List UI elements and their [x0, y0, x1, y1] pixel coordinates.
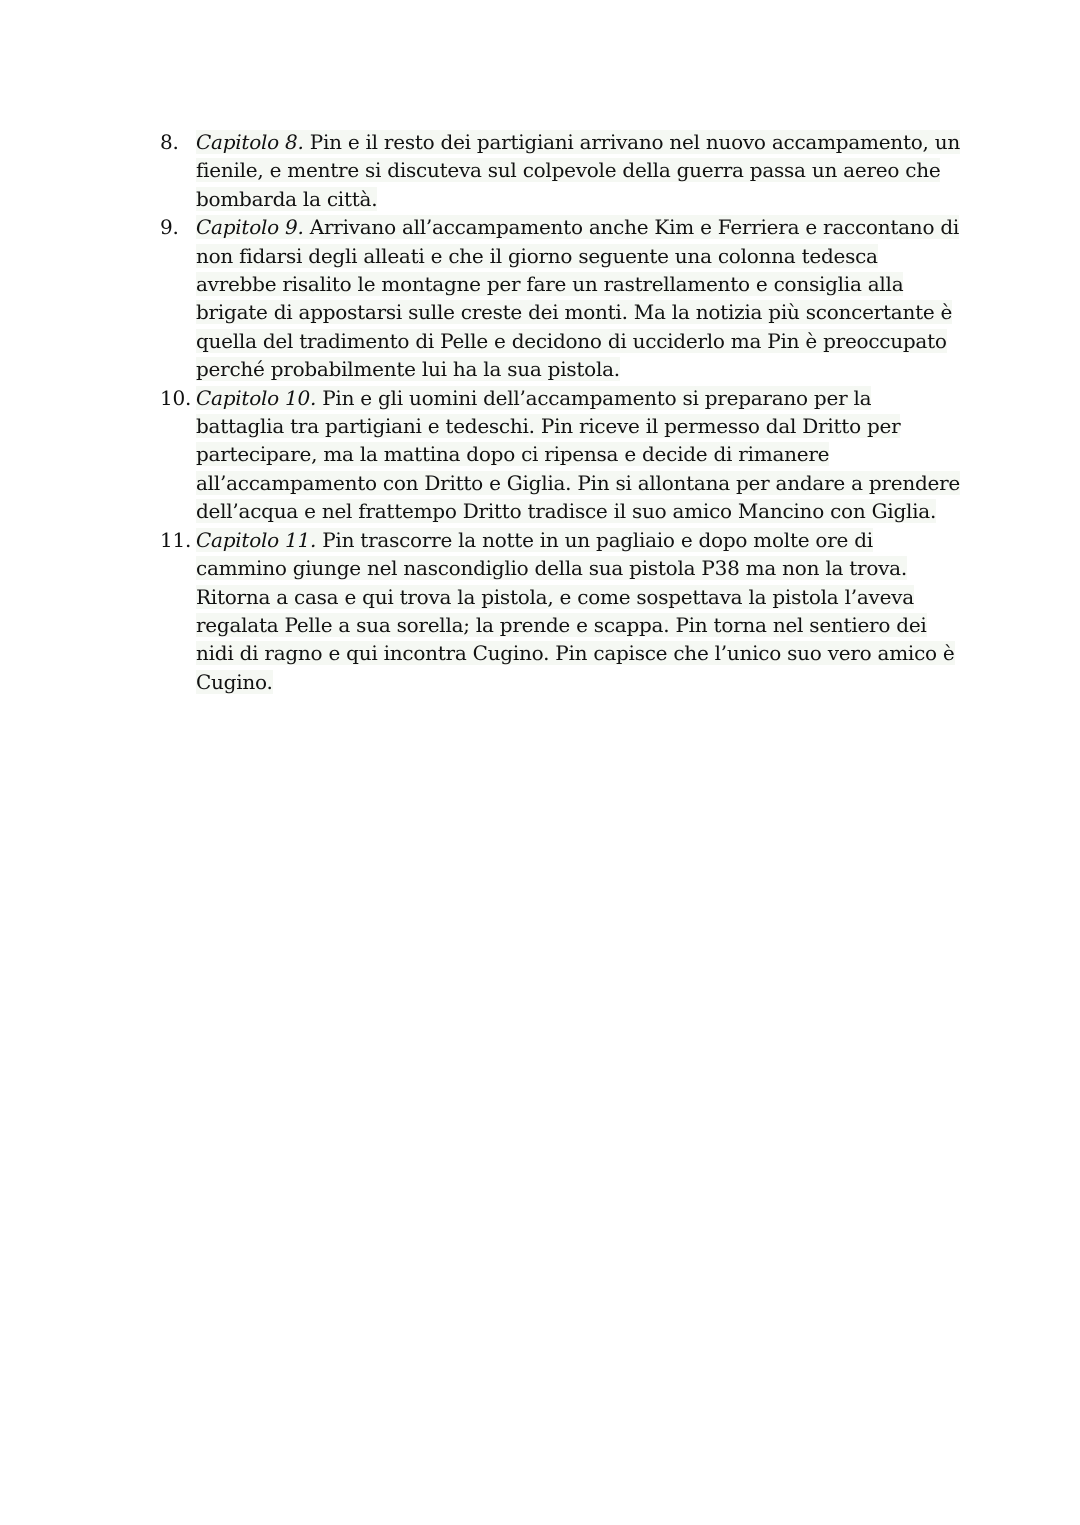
chapter-item-9	[160, 213, 960, 383]
chapter-item-8	[160, 128, 960, 213]
chapter-title: Capitolo 11.	[196, 527, 317, 552]
chapter-summary-text: Arrivano all’accampamento anche Kim e Ferriera e raccontano di non fidarsi degli alleati e che il giorno seguente una colonna tedesca avrebbe risalito le montagne per fare un rastrellamento e consiglia alla brigate di appostarsi sulle creste dei monti. Ma la notizia più sconcertante è quella del tradimento di Pelle e decidono di ucciderlo ma Pin è preoccupato perché probabilmente lui ha la sua pistola.	[196, 215, 960, 382]
chapter-number: 8.	[160, 130, 179, 154]
chapter-summary-list	[160, 128, 960, 696]
chapter-item-11	[160, 526, 960, 696]
chapter-item-10	[160, 384, 960, 526]
chapter-title: Capitolo 8.	[196, 130, 304, 154]
chapter-summary-text: Pin e il resto dei partigiani arrivano nel nuovo accampamento, un fienile, e mentre si discuteva sul colpevole della guerra passa un aereo che bombarda la città.	[196, 130, 960, 211]
chapter-title: Capitolo 10.	[196, 385, 317, 410]
chapter-number: 11.	[160, 527, 192, 552]
chapter-summary-text: Pin trascorre la notte in un pagliaio e dopo molte ore di cammino giunge nel nascondiglio della sua pistola P38 ma non la trova. Ritorna a casa e qui trova la pistola, e come sospettava la pistola l’aveva regalata Pelle a sua sorella; la prende e scappa. Pin torna nel sentiero dei nidi di ragno e qui incontra Cugino. Pin capisce che l’unico suo vero amico è Cugino.	[196, 527, 955, 694]
chapter-number: 9.	[160, 215, 179, 240]
chapter-number: 10.	[160, 385, 192, 410]
chapter-summary-text: Pin e gli uomini dell’accampamento si preparano per la battaglia tra partigiani e tedeschi. Pin riceve il permesso dal Dritto per partecipare, ma la mattina dopo ci ripensa e decide di rimanere all’accampamento con Dritto e Giglia. Pin si allontana per andare a prendere dell’acqua e nel frattempo Dritto tradisce il suo amico Mancino con Giglia.	[196, 385, 960, 524]
chapter-title: Capitolo 9.	[196, 215, 304, 240]
